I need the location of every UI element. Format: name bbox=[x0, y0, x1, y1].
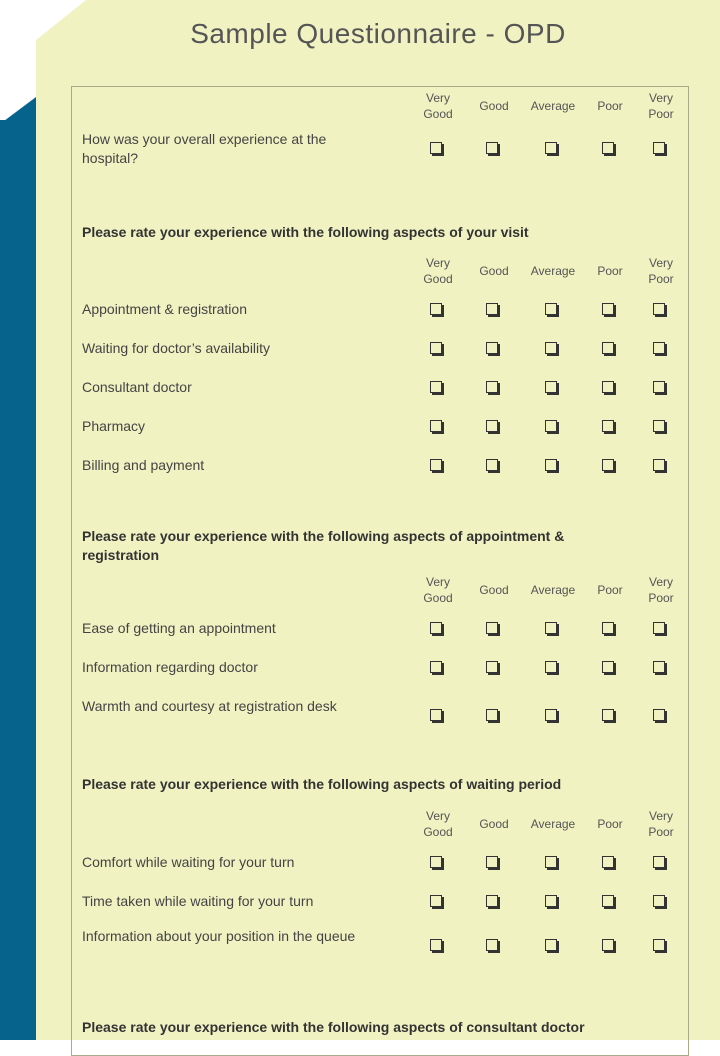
rating-checkbox[interactable] bbox=[486, 709, 498, 721]
rating-header: Average bbox=[530, 817, 576, 831]
rating-checkbox[interactable] bbox=[486, 895, 498, 907]
rating-checkbox[interactable] bbox=[430, 622, 442, 634]
rating-header: Poor bbox=[597, 817, 623, 831]
rating-header: Average bbox=[530, 264, 576, 278]
rating-checkbox[interactable] bbox=[486, 303, 498, 315]
rating-checkbox[interactable] bbox=[545, 661, 557, 673]
rating-checkbox[interactable] bbox=[545, 420, 557, 432]
rating-checkbox[interactable] bbox=[602, 342, 614, 354]
rating-header: Poor bbox=[597, 583, 623, 597]
rating-header: Very Poor bbox=[648, 256, 674, 286]
rating-checkbox[interactable] bbox=[430, 303, 442, 315]
rating-checkbox[interactable] bbox=[602, 895, 614, 907]
rating-checkbox[interactable] bbox=[486, 420, 498, 432]
rating-checkbox[interactable] bbox=[545, 895, 557, 907]
rating-checkbox[interactable] bbox=[653, 895, 665, 907]
rating-header: Average bbox=[530, 99, 576, 113]
rating-checkbox[interactable] bbox=[486, 939, 498, 951]
rating-checkbox[interactable] bbox=[602, 420, 614, 432]
rating-checkbox[interactable] bbox=[653, 381, 665, 393]
page-title: Sample Questionnaire - OPD bbox=[190, 18, 566, 49]
rating-checkbox[interactable] bbox=[545, 303, 557, 315]
rating-checkbox[interactable] bbox=[602, 459, 614, 471]
rating-header: Good bbox=[479, 817, 509, 831]
rating-header: Very Good bbox=[423, 91, 453, 121]
rating-checkbox[interactable] bbox=[430, 459, 442, 471]
rating-checkbox[interactable] bbox=[653, 622, 665, 634]
rating-checkbox[interactable] bbox=[545, 459, 557, 471]
rating-checkbox[interactable] bbox=[545, 939, 557, 951]
rating-checkbox[interactable] bbox=[545, 856, 557, 868]
rating-header: Good bbox=[479, 264, 509, 278]
question-label: Appointment & registration bbox=[82, 301, 247, 317]
rating-checkbox[interactable] bbox=[602, 381, 614, 393]
rating-checkbox[interactable] bbox=[545, 622, 557, 634]
question-label: Information regarding doctor bbox=[82, 659, 258, 675]
rating-checkbox[interactable] bbox=[653, 342, 665, 354]
rating-checkbox[interactable] bbox=[602, 622, 614, 634]
rating-checkbox[interactable] bbox=[653, 303, 665, 315]
rating-checkbox[interactable] bbox=[602, 856, 614, 868]
rating-checkbox[interactable] bbox=[430, 381, 442, 393]
rating-checkbox[interactable] bbox=[486, 661, 498, 673]
rating-header: Very Poor bbox=[648, 809, 674, 839]
rating-checkbox[interactable] bbox=[653, 709, 665, 721]
rating-checkbox[interactable] bbox=[602, 142, 614, 154]
rating-checkbox[interactable] bbox=[653, 420, 665, 432]
rating-header: Average bbox=[530, 583, 576, 597]
question-label: Information about your position in the queue bbox=[82, 928, 356, 944]
rating-checkbox[interactable] bbox=[545, 709, 557, 721]
rating-checkbox[interactable] bbox=[430, 895, 442, 907]
rating-checkbox[interactable] bbox=[602, 661, 614, 673]
question-label: Waiting for doctor’s availability bbox=[82, 340, 271, 356]
rating-checkbox[interactable] bbox=[486, 856, 498, 868]
rating-header: Very Good bbox=[423, 809, 453, 839]
rating-checkbox[interactable] bbox=[430, 342, 442, 354]
question-label: How was your overall experience at the hospital? bbox=[82, 131, 327, 166]
question-label: Time taken while waiting for your turn bbox=[82, 893, 314, 909]
rating-checkbox[interactable] bbox=[486, 142, 498, 154]
rating-checkbox[interactable] bbox=[545, 381, 557, 393]
rating-checkbox[interactable] bbox=[430, 709, 442, 721]
rating-header: Very Poor bbox=[648, 575, 674, 605]
rating-checkbox[interactable] bbox=[430, 856, 442, 868]
rating-checkbox[interactable] bbox=[486, 342, 498, 354]
rating-header: Poor bbox=[597, 264, 623, 278]
question-label: Pharmacy bbox=[82, 418, 146, 434]
rating-checkbox[interactable] bbox=[430, 661, 442, 673]
section-heading: Please rate your experience with the following aspects of your visit bbox=[82, 224, 529, 240]
rating-checkbox[interactable] bbox=[653, 142, 665, 154]
rating-checkbox[interactable] bbox=[602, 939, 614, 951]
rating-checkbox[interactable] bbox=[653, 459, 665, 471]
rating-header: Good bbox=[479, 99, 509, 113]
rating-checkbox[interactable] bbox=[602, 303, 614, 315]
rating-checkbox[interactable] bbox=[430, 939, 442, 951]
rating-checkbox[interactable] bbox=[486, 622, 498, 634]
rating-header: Good bbox=[479, 583, 509, 597]
question-label: Billing and payment bbox=[82, 457, 205, 473]
rating-checkbox[interactable] bbox=[653, 661, 665, 673]
decorative-band bbox=[0, 120, 40, 1040]
rating-header: Poor bbox=[597, 99, 623, 113]
section-heading: Please rate your experience with the following aspects of consultant doctor bbox=[82, 1019, 585, 1035]
rating-header: Very Good bbox=[423, 575, 453, 605]
rating-checkbox[interactable] bbox=[430, 142, 442, 154]
rating-header: Very Poor bbox=[648, 91, 674, 121]
rating-header: Very Good bbox=[423, 256, 453, 286]
rating-checkbox[interactable] bbox=[486, 381, 498, 393]
rating-checkbox[interactable] bbox=[430, 420, 442, 432]
rating-checkbox[interactable] bbox=[545, 342, 557, 354]
rating-checkbox[interactable] bbox=[653, 939, 665, 951]
rating-checkbox[interactable] bbox=[653, 856, 665, 868]
section-heading: Please rate your experience with the following aspects of waiting period bbox=[82, 776, 562, 792]
rating-checkbox[interactable] bbox=[545, 142, 557, 154]
question-label: Comfort while waiting for your turn bbox=[82, 854, 295, 870]
rating-checkbox[interactable] bbox=[486, 459, 498, 471]
section-heading: Please rate your experience with the following aspects of appointment & registration bbox=[82, 528, 565, 563]
question-label: Ease of getting an appointment bbox=[82, 620, 276, 636]
rating-checkbox[interactable] bbox=[602, 709, 614, 721]
question-label: Warmth and courtesy at registration desk bbox=[82, 698, 337, 714]
question-label: Consultant doctor bbox=[82, 379, 192, 395]
